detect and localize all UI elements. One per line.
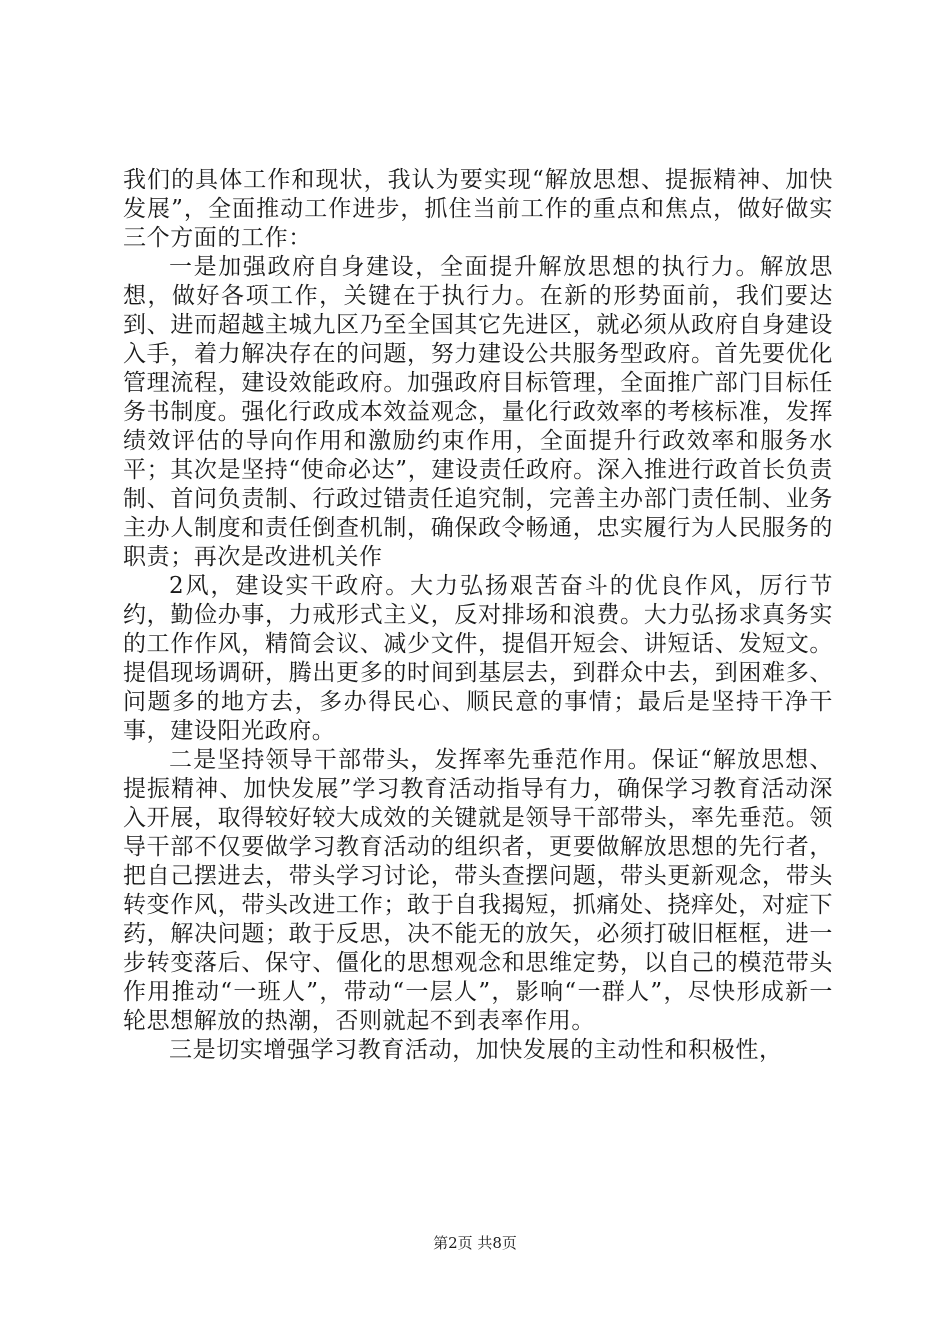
paragraph-3: 2风，建设实干政府。大力弘扬艰苦奋斗的优良作风，厉行节约，勤俭办事，力戒形式主义，反对排场和浪费。大力弘扬求真务实的工作作风，精简会议、减少文件，提倡开短会、讲短话、发短文。提倡现场调研，腾出更多的时间到基层去，到群众中去，到困难多、问题多的地方去，多办得民心、顺民意的事情；最后是坚持干净干事，建设阳光政府。	[123, 573, 833, 744]
paragraph-2: 一是加强政府自身建设，全面提升解放思想的执行力。解放思想，做好各项工作，关键在于执行力。在新的形势面前，我们要达到、进而超越主城九区乃至全国其它先进区，就必须从政府自身建设入手，着力解决存在的问题，努力建设公共服务型政府。首先要优化管理流程，建设效能政府。加强政府目标管理，全面推广部门目标任务书制度。强化行政成本效益观念，量化行政效率的考核标准，发挥绩效评估的导向作用和激励约束作用，全面提升行政效率和服务水平；其次是坚持“使命必达”，建设责任政府。深入推进行政首长负责制、首问负责制、行政过错责任追究制，完善主办部门责任制、业务主办人制度和责任倒查机制，确保政令畅通，忠实履行为人民服务的职责；再次是改进机关作	[123, 254, 833, 570]
paragraph-4: 二是坚持领导干部带头，发挥率先垂范作用。保证“解放思想、提振精神、加快发展”学习教育活动指导有力，确保学习教育活动深入开展，取得较好较大成效的关键就是领导干部带头，率先垂范。领导干部不仅要做学习教育活动的组织者，更要做解放思想的先行者，把自己摆进去，带头学习讨论，带头查摆问题，带头更新观念，带头转变作风，带头改进工作；敢于自我揭短，抓痛处、挠痒处，对症下药，解决问题；敢于反思，决不能无的放矢，必须打破旧框框，进一步转变落后、保守、僵化的思想观念和思维定势，以自己的模范带头作用推动“一班人”，带动“一层人”，影响“一群人”，尽快形成新一轮思想解放的热潮，否则就起不到表率作用。	[123, 747, 833, 1034]
page-number-footer: 第2页 共8页	[433, 1234, 517, 1252]
document-body	[123, 166, 833, 1065]
paragraph-1: 我们的具体工作和现状，我认为要实现“解放思想、提振精神、加快发展”，全面推动工作进步，抓住当前工作的重点和焦点，做好做实三个方面的工作：	[123, 167, 833, 251]
paragraph-5: 三是切实增强学习教育活动，加快发展的主动性和积极性，	[169, 1037, 783, 1063]
